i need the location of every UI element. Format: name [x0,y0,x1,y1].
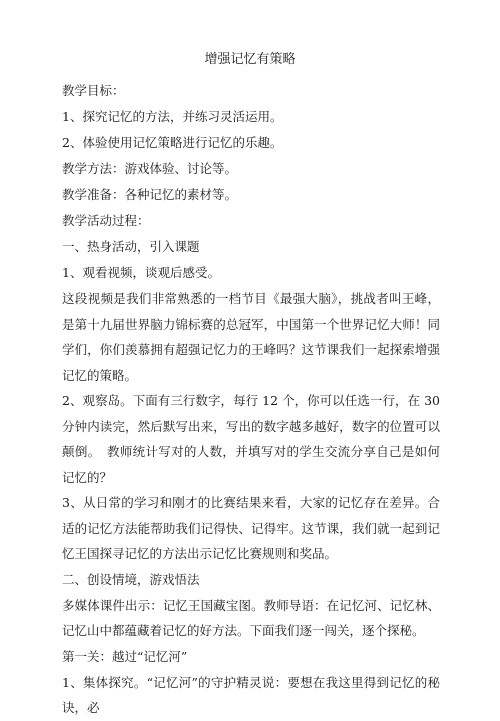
teaching-preparation: 教学准备：各种记忆的素材等。 [62,187,238,202]
goal-item-1: 1、探究记忆的方法，并练习灵活运用。 [62,109,283,124]
part-heading-situation: 二、创设情境，游戏悟法 [62,571,200,587]
teaching-methods: 教学方法：游戏体验、讨论等。 [62,161,238,176]
step-memory-differences: 3、从日常的学习和刚才的比赛结果来看，大家的记忆存在差异。合适的记忆方法能帮助我们记得快、记得牢。这节课，我们就一起到记忆王国探寻记忆的方法出示记忆比赛规则和奖品。 [62,495,440,561]
step-watch-video: 1、观看视频，谈观后感受。 [62,265,220,280]
document-title: 增强记忆有策略 [204,52,296,67]
step-observation-island: 2、观察岛。下面有三行数字，每行 12 个，你可以任选一行，在 30 分钟内读完，然后默写出来，写出的数字越多越好，数字的位置可以颠倒。 教师统计写对的人数，并填写对的学生交流分享自己是如何记忆的？ [62,393,440,485]
document-body [62,78,440,721]
section-heading-process: 教学活动过程： [62,213,150,228]
collective-exploration-paragraph: 1、集体探究。“记忆河”的守护精灵说：要想在我这里得到记忆的秘诀，必 [62,674,440,715]
video-description-paragraph: 这段视频是我们非常熟悉的一档节目《最强大脑》，挑战者叫王峰，是第十九届世界脑力锦标赛的总冠军，中国第一个世界记忆大师！同学们，你们羡慕拥有超强记忆力的王峰吗？这节课我们一起探索增强记忆的策略。 [62,291,440,383]
multimedia-intro-paragraph: 多媒体课件出示：记忆王国藏宝图。教师导语：在记忆河、记忆林、记忆山中都蕴藏着记忆的好方法。下面我们逐一闯关，逐个探秘。 [62,597,440,638]
level-one-heading: 第一关：越过“记忆河” [62,648,188,664]
section-heading-goals: 教学目标： [62,83,125,98]
goal-item-2: 2、体验使用记忆策略进行记忆的乐趣。 [62,135,283,150]
part-heading-warmup: 一、热身活动，引入课题 [62,239,200,254]
